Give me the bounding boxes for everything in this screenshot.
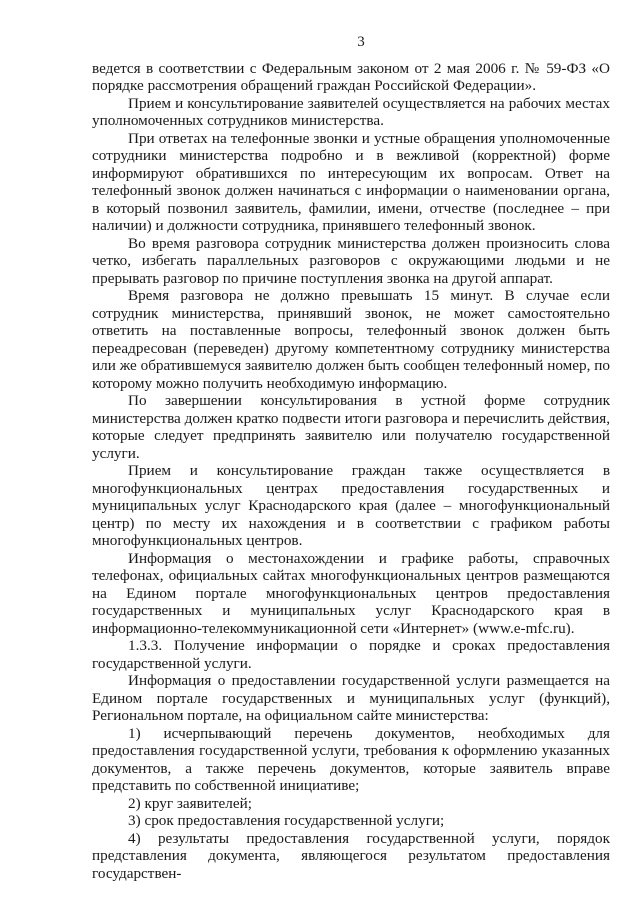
paragraph-conversation-time: Время разговора не должно превышать 15 минут. В случае если сотрудник министерства, принявший звонок, не может самостоятельно ответить на поставленные вопросы, телефонный звонок должен быть переадресован (переведен) другому компетентному сотруднику министерства или же обратившемуся заявителю должен быть сообщен телефонный номер, по которому можно получить необходимую информацию. (92, 287, 610, 392)
paragraph-info-placement: Информация о предоставлении государственной услуги размещается на Едином портале государственных и муниципальных услуг (функций), Региональном портале, на официальном сайте министерства: (92, 672, 610, 724)
paragraph-continuation: ведется в соответствии с Федеральным законом от 2 мая 2006 г. № 59-ФЗ «О порядке рассмотрения обращений граждан Российской Федерации». (92, 59, 610, 94)
paragraph-consultation-end: По завершении консультирования в устной форме сотрудник министерства должен кратко подвести итоги разговора и перечислить действия, которые следует предпринять заявителю или получателю государственной услуги. (92, 392, 610, 462)
page-number: 3 (357, 34, 365, 50)
list-item-2: 2) круг заявителей; (128, 794, 252, 812)
paragraph-conversation-rules: Во время разговора сотрудник министерства должен произносить слова четко, избегать параллельных разговоров с окружающими людьми и не прерывать разговор по причине поступления звонка на другой аппарат. (92, 234, 610, 287)
paragraph-mfc-info: Информация о местонахождении и графике работы, справочных телефонах, официальных сайтах многофункциональных центров размещаются на Едином портале многофункциональных центров предоставления государственных и муниципальных услуг Краснодарского края в информационно-телекоммуникационной сети «Интернет» (www.e-mfc.ru). (92, 549, 610, 637)
list-item-3: 3) срок предоставления государственной услуги; (128, 812, 445, 829)
section-heading-1-3-3: 1.3.3. Получение информации о порядке и сроках предоставления государственной услуги. (92, 637, 610, 672)
paragraph-phone-answers: При ответах на телефонные звонки и устные обращения уполномоченные сотрудники министерства подробно и в вежливой (корректной) форме информируют обратившихся по интересующим их вопросам. Ответ на телефонный звонок должен начинаться с информации о наименовании органа, в который позвонил заявитель, фамилии, имени, отчестве (последнее – при наличии) и должности сотрудника, принявшего телефонный звонок. (92, 129, 610, 234)
paragraph-mfc-reception: Прием и консультирование граждан также осуществляется в многофункциональных центрах предоставления государственных и муниципальных услуг Краснодарского края (далее – многофункциональный центр) по месту их нахождения и в соответствии с графиком работы многофункциональных центров. (92, 462, 610, 549)
list-item-4: 4) результаты предоставления государственной услуги, порядок представления документа, являющегося результатом предоставления государствен- (92, 829, 610, 882)
list-item-1: 1) исчерпывающий перечень документов, необходимых для предоставления государственной услуги, требования к оформлению указанных документов, а также перечень документов, которые заявитель вправе представить по собственной инициативе; (92, 724, 610, 794)
paragraph-reception: Прием и консультирование заявителей осуществляется на рабочих местах уполномоченных сотрудников министерства. (92, 94, 610, 129)
